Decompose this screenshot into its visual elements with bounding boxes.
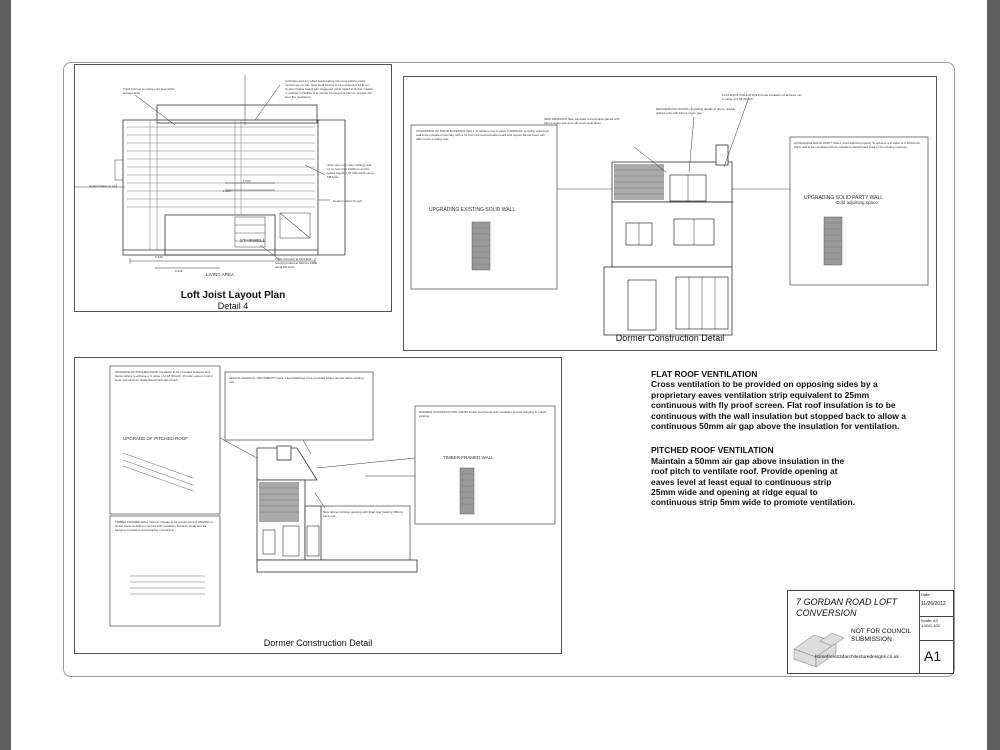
bottom-left-spec-text: UPGRADE OF PITCHED ROOF Insulation to be provided between and below rafters to achieve a U value of 0.18 W/m2K. Provide vapour control layer and 12.5mm plasterboard with skim finish. xyxy=(115,370,213,382)
scale-label: Scale: A3 xyxy=(921,618,938,623)
top-note-flat-roof: FLAT ROOF INSULATION Provide insulation to achieve min U value of 0.18 W/m2K. xyxy=(722,93,802,101)
flat-roof-text: Cross ventilation to be provided on opposing sides by a proprietary eaves ventilation strip equivalent to 25mm continuous with fly proof screen. Flat roof insulation is to be continuous with the wall insulation but stopped back to allow a continuous 50mm air gap above the insulation for ventilation. xyxy=(651,379,907,432)
bottom-left-lower-text: TIMBER FRAMED WALL Dormer cheeks to be constructed of 100x50mm timber studs at 400mm centres with insulation between studs and tile hanging on battens and breather membrane. xyxy=(115,520,213,532)
bottom-right-heading: TIMBER FRAMED WALL xyxy=(443,455,494,460)
top-right-spec-text: UPGRADING SOLID PARTY WALL (cold adjoining space) To achieve a U value of 0.30W/m2K. Party wall to be insulated with an insulated plasterboard fixed to the existing masonry. xyxy=(794,141,921,149)
date-label: Date: xyxy=(921,592,931,597)
company-website: homefronts3darchitecturedesigns.co.uk xyxy=(815,655,899,660)
pitched-roof-heading: PITCHED ROOF VENTILATION xyxy=(651,445,774,456)
house-3d-thumbnail xyxy=(790,621,850,671)
loft-plan-subtitle: Detail 4 xyxy=(217,301,249,311)
loft-plan-title: Loft Joist Layout Plan xyxy=(180,290,286,301)
loft-joist-layout-panel xyxy=(74,64,392,312)
dimension-2: 1 400 xyxy=(223,189,231,193)
sheet-number: A1 xyxy=(924,648,942,664)
dormer-detail-bottom-panel xyxy=(74,357,562,654)
loft-plan-note-4: Triple trimmers to form stair opening bolted at 600mm CRTs using M8 bolts xyxy=(275,257,317,269)
submission-status: NOT FOR COUNCIL SUBMISSION xyxy=(851,628,911,643)
dormer-top-drawing xyxy=(404,77,936,350)
dimension-4: 6 338 xyxy=(175,269,183,273)
dormer-detail-top-panel xyxy=(403,76,937,351)
detail-c-reference: Detail C Refer To pg3 xyxy=(333,199,362,203)
scale-cell xyxy=(920,617,954,641)
pitched-roof-text: Maintain a 50mm air gap above insulation in the roof pitch to ventilate roof. Provide opening at eaves level at least equal to continuous strip 25mm wide and opening at ridge equal to continuous strip 5mm wide to promote ventilation. xyxy=(651,455,856,508)
title-block xyxy=(787,590,954,674)
bottom-mid-note: New dormer window opening with lintel over bearing 150mm each end. xyxy=(323,510,404,518)
top-right-subheading: Cold adjoining space xyxy=(836,200,878,205)
date-cell xyxy=(920,591,954,617)
dormer-bottom-caption: Dormer Construction Detail xyxy=(263,638,373,648)
loft-plan-note-3: Joist must over stay (ceiling) stud by no less than 1000mm and be bolted together 'M' 600 CRTs using M8 bolts xyxy=(327,163,374,179)
flat-roof-heading: FLAT ROOF VENTILATION xyxy=(651,369,758,379)
bottom-left-heading: UPGRADE OF PITCHED ROOF xyxy=(123,436,189,441)
living-area-label: LIVING AREA xyxy=(206,272,235,277)
project-title: 7 GORDAN ROAD LOFT CONVERSION xyxy=(796,597,898,618)
loft-plan-note-1: Triple trimmer to Carrie joist load within storage area xyxy=(123,87,175,95)
dormer-top-caption: Dormer Construction Detail xyxy=(615,333,725,343)
dimension-3: 3 340 xyxy=(155,255,163,259)
stairwell-label: STAIRWELL xyxy=(240,238,266,243)
bottom-right-spec-text: DORMER CONSTRUCTION 100x50 timber stud frame with insulation and tile hanging to match existing. xyxy=(419,410,547,418)
top-note-juliet: DEVICE/ROOF DOORS Upgrading details of doors, double glazed units with 16mm argon gap. xyxy=(656,107,736,115)
top-left-spec-text: UPGRADING OF SOLID EXTERNAL WALL To achieve min U value 0.30W/m2K. Existing solid brick wall to be insulated internally with a 72.5mm thermal laminate board and vapour barrier fixed with dabs to the existing wall. xyxy=(416,129,549,141)
top-left-heading: UPGRADING EXISTING SOLID WALL xyxy=(429,207,516,213)
detail-d-reference: Detail D Refer to pg3 xyxy=(89,184,118,188)
dimension-1: 1 000 xyxy=(243,179,251,183)
title-block-info-column xyxy=(919,591,954,673)
ventilation-notes xyxy=(651,369,911,522)
bottom-center-spec-text: LEAD FLASHINGS / ABUTMENTS Code 4 lead flashings to be provided where dormer abuts existing roof. xyxy=(229,376,364,384)
top-right-heading: UPGRADING SOLID PARTY WALL xyxy=(804,195,884,201)
loft-plan-note-2: purlin/ties and any other load bearing elements before works commence on site. New steel beams to be encased in 12.5mm Gyproc fireline board with staggered joints nailed to timber cradles or painted in Nullifire S or similar intumescent paint to provide 1/2 hour fire resistance xyxy=(285,79,373,99)
date-value: 11/26/2012 xyxy=(921,601,946,607)
scale-value: 1:50/1:100 xyxy=(921,623,940,628)
dormer-bottom-drawing xyxy=(75,358,561,653)
top-note-new-windows: NEW WINDOWS New windows to be double glazed with 16mm argon gap and soft coat low-E glass. xyxy=(544,117,620,125)
